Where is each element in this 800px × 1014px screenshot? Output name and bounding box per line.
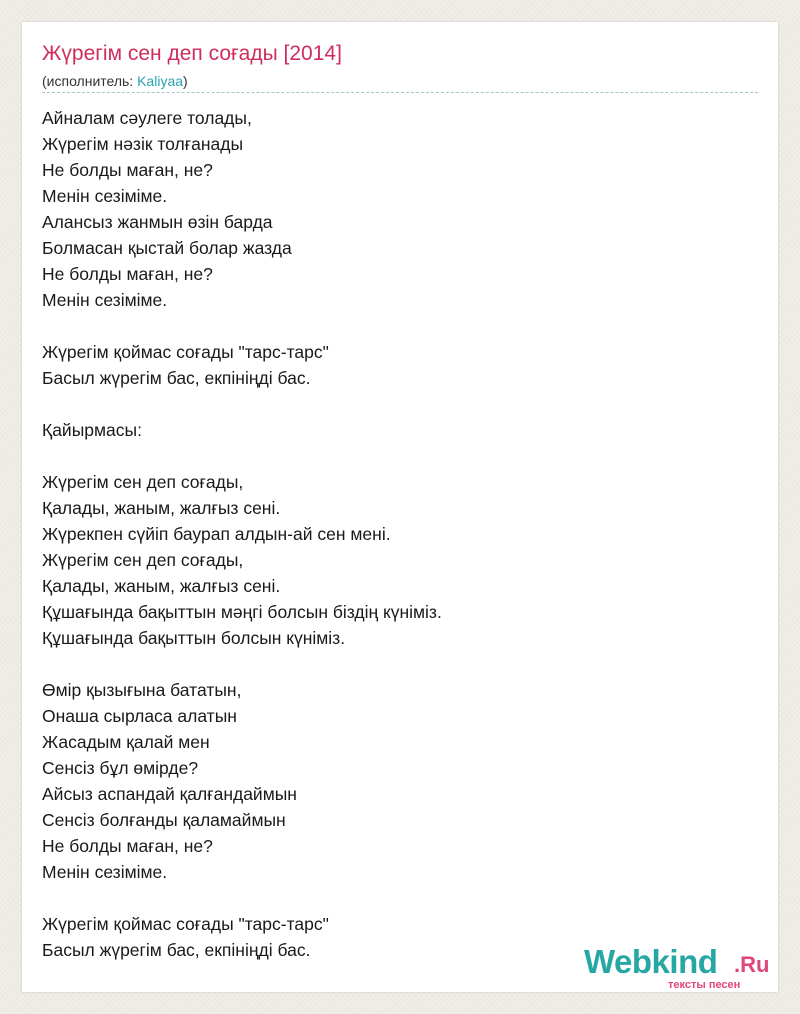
lyric-line: Жүрекпен сүйіп баурап алдын-ай сен мені. bbox=[42, 524, 391, 544]
lyric-line: Айсыз аспандай қалғандаймын bbox=[42, 784, 297, 804]
lyric-blank-line bbox=[42, 651, 442, 677]
lyric-line: Жүрегім қоймас соғады "тарс-тарс" bbox=[42, 342, 329, 362]
lyric-line: Не болды маған, не? bbox=[42, 264, 213, 284]
logo-wordmark: Webkind bbox=[584, 943, 718, 980]
lyric-line: Сенсіз болғанды қаламаймын bbox=[42, 810, 286, 830]
lyric-line: Құшағында бақыттын мәңгі болсын біздің күніміз. bbox=[42, 602, 442, 622]
artist-link[interactable]: Kaliyaa bbox=[137, 73, 184, 89]
lyric-line: Жасадым қалай мен bbox=[42, 732, 210, 752]
lyric-blank-line bbox=[42, 443, 442, 469]
lyric-line: Менін сезіміме. bbox=[42, 186, 168, 206]
lyrics-text bbox=[42, 105, 442, 963]
lyric-line: Қалады, жаным, жалғыз сені. bbox=[42, 576, 281, 596]
lyric-line: Болмасан қыстай болар жазда bbox=[42, 238, 292, 258]
lyric-line: Алансыз жанмын өзін барда bbox=[42, 212, 273, 232]
lyric-line: Жүрегім сен деп соғады, bbox=[42, 550, 244, 570]
lyric-line: Менін сезіміме. bbox=[42, 290, 168, 310]
lyric-line: Басыл жүрегім бас, екпініңді бас. bbox=[42, 940, 311, 960]
lyric-line: Жүрегім сен деп соғады, bbox=[42, 472, 244, 492]
logo-domain: .Ru bbox=[734, 952, 770, 977]
song-title: Жүрегім сен деп соғады [2014] bbox=[42, 42, 342, 65]
artist-line bbox=[42, 73, 188, 89]
lyric-line: Сенсіз бұл өмірде? bbox=[42, 758, 199, 778]
lyric-blank-line bbox=[42, 885, 442, 911]
logo-subtitle: тексты песен bbox=[668, 979, 741, 991]
lyric-line: Айналам сәулеге толады, bbox=[42, 108, 252, 128]
lyric-line: Онаша сырласа алатын bbox=[42, 706, 237, 726]
lyric-line: Қайырмасы: bbox=[42, 420, 142, 440]
lyric-line: Құшағында бақыттын болсын күніміз. bbox=[42, 628, 346, 648]
lyrics-card bbox=[22, 22, 778, 992]
artist-suffix: ) bbox=[183, 73, 188, 89]
lyric-line: Не болды маған, не? bbox=[42, 836, 213, 856]
lyric-line: Не болды маған, не? bbox=[42, 160, 213, 180]
lyric-line: Қалады, жаным, жалғыз сені. bbox=[42, 498, 281, 518]
title-divider bbox=[42, 92, 758, 93]
site-logo[interactable] bbox=[584, 943, 774, 993]
lyric-line: Жүрегім қоймас соғады "тарс-тарс" bbox=[42, 914, 329, 934]
artist-prefix: (исполнитель: bbox=[42, 73, 138, 89]
lyric-blank-line bbox=[42, 391, 442, 417]
lyric-line: Менін сезіміме. bbox=[42, 862, 168, 882]
lyric-line: Өмір қызығына бататын, bbox=[42, 680, 242, 700]
lyric-line: Басыл жүрегім бас, екпініңді бас. bbox=[42, 368, 311, 388]
lyric-line: Жүрегім нәзік толғанады bbox=[42, 134, 244, 154]
lyric-blank-line bbox=[42, 313, 442, 339]
